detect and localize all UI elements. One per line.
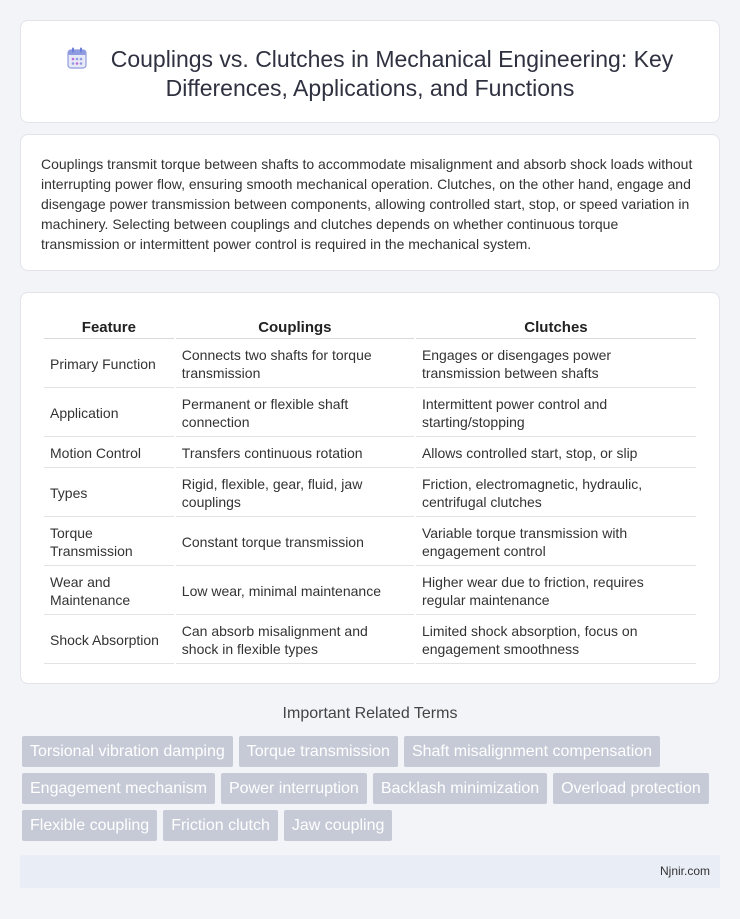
clutches-cell: Limited shock absorption, focus on engagement smoothness (416, 617, 696, 664)
title-wrap (21, 45, 719, 103)
footer (20, 855, 720, 888)
clutches-cell: Variable torque transmission with engagement control (416, 519, 696, 566)
table-row (44, 617, 696, 664)
table-row (44, 341, 696, 388)
related-term-tag[interactable]: Overload protection (553, 773, 709, 804)
related-term-tag[interactable]: Torsional vibration damping (22, 736, 233, 767)
related-term-tag[interactable]: Flexible coupling (22, 810, 157, 841)
header-feature: Feature (44, 318, 174, 339)
related-term-tag[interactable]: Torque transmission (239, 736, 398, 767)
table-row (44, 568, 696, 615)
intro-paragraph: Couplings transmit torque between shafts to accommodate misalignment and absorb shock loads without interrupting power flow, ensuring smooth mechanical operation. Clutches, on the other hand, engage and disengage power transmission between components, allowing controlled start, stop, or speed variation in machinery. Selecting between couplings and clutches depends on whether continuous torque transmission or intermittent power control is required in the mechanical system. (41, 156, 693, 252)
couplings-cell: Connects two shafts for torque transmission (176, 341, 414, 388)
comparison-table-card (20, 292, 720, 684)
table-row (44, 519, 696, 566)
table-header-row (44, 318, 696, 339)
clutches-cell: Friction, electromagnetic, hydraulic, centrifugal clutches (416, 470, 696, 517)
related-term-tag[interactable]: Engagement mechanism (22, 773, 215, 804)
header-couplings: Couplings (176, 318, 414, 339)
tag-row (22, 773, 722, 804)
couplings-cell: Rigid, flexible, gear, fluid, jaw couplings (176, 470, 414, 517)
comparison-table (42, 316, 698, 666)
related-terms-heading: Important Related Terms (282, 705, 458, 722)
calendar-icon (67, 47, 87, 69)
related-term-tag[interactable]: Backlash minimization (373, 773, 547, 804)
tag-row (22, 736, 722, 767)
page-title (21, 45, 719, 103)
clutches-cell: Engages or disengages power transmission between shafts (416, 341, 696, 388)
related-term-tag[interactable]: Shaft misalignment compensation (404, 736, 660, 767)
tag-row (22, 810, 722, 841)
feature-cell: Application (44, 390, 174, 437)
feature-cell: Wear and Maintenance (44, 568, 174, 615)
feature-cell: Shock Absorption (44, 617, 174, 664)
couplings-cell: Constant torque transmission (176, 519, 414, 566)
header-clutches: Clutches (416, 318, 696, 339)
table-row (44, 390, 696, 437)
table-row (44, 439, 696, 468)
table-row (44, 470, 696, 517)
footer-site-link[interactable]: Njnir.com (659, 864, 710, 878)
couplings-cell: Transfers continuous rotation (176, 439, 414, 468)
couplings-cell: Permanent or flexible shaft connection (176, 390, 414, 437)
feature-cell: Types (44, 470, 174, 517)
feature-cell: Primary Function (44, 341, 174, 388)
couplings-cell: Low wear, minimal maintenance (176, 568, 414, 615)
related-term-tag[interactable]: Jaw coupling (284, 810, 393, 841)
clutches-cell: Higher wear due to friction, requires regular maintenance (416, 568, 696, 615)
feature-cell: Torque Transmission (44, 519, 174, 566)
related-terms-tags (22, 736, 722, 847)
feature-cell: Motion Control (44, 439, 174, 468)
clutches-cell: Intermittent power control and starting/stopping (416, 390, 696, 437)
page-title-text: Couplings vs. Clutches in Mechanical Engineering: Key Differences, Applications, and Functions (110, 46, 674, 101)
title-card (20, 20, 720, 123)
couplings-cell: Can absorb misalignment and shock in flexible types (176, 617, 414, 664)
related-term-tag[interactable]: Power interruption (221, 773, 367, 804)
clutches-cell: Allows controlled start, stop, or slip (416, 439, 696, 468)
intro-card (20, 134, 720, 271)
related-term-tag[interactable]: Friction clutch (163, 810, 278, 841)
